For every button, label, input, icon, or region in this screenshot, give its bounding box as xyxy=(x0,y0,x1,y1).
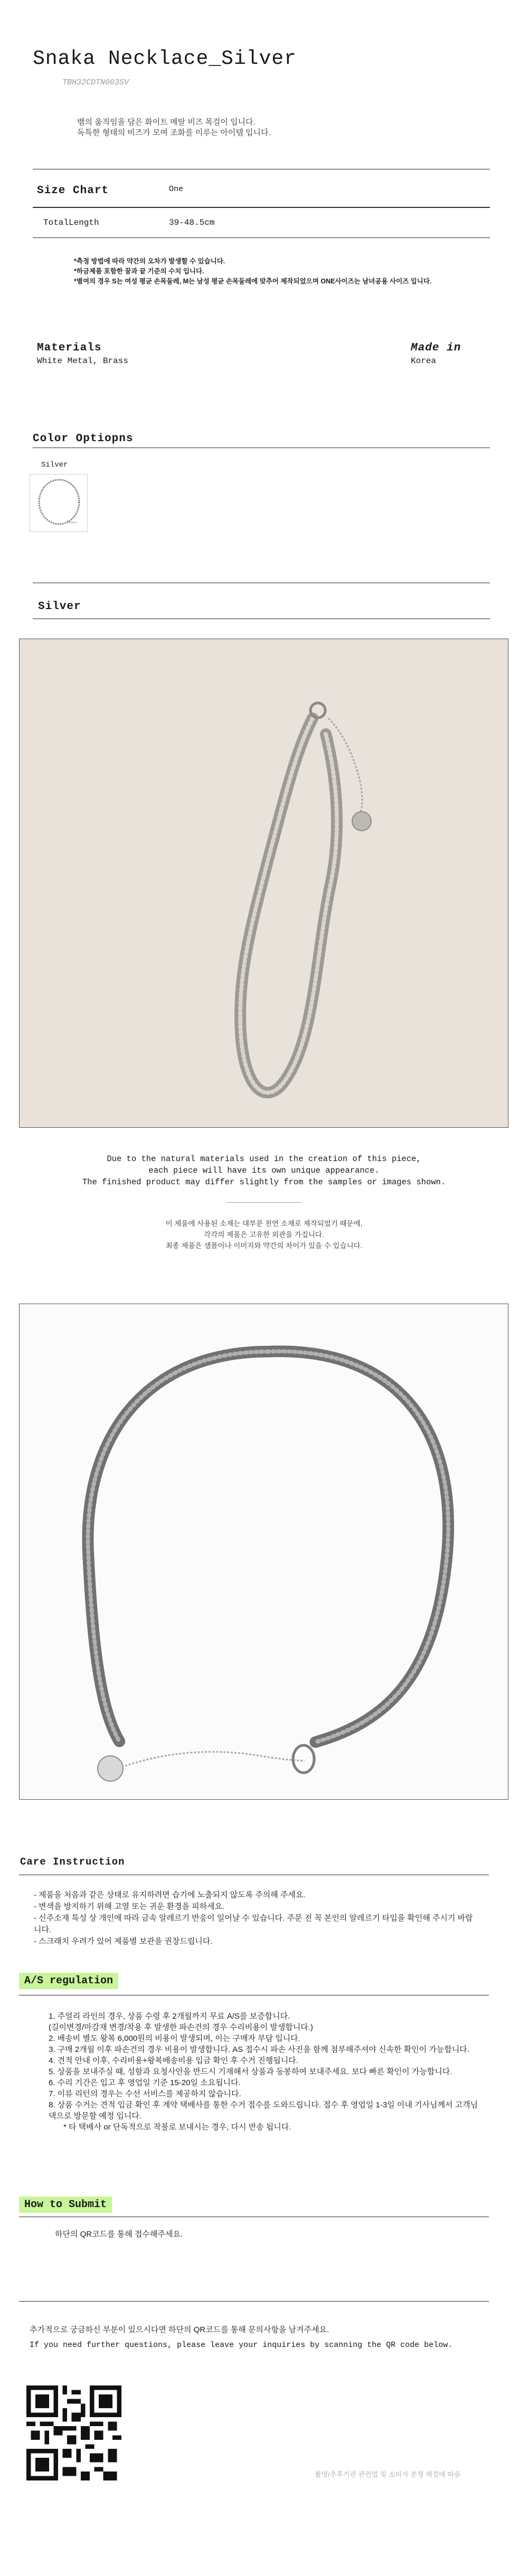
product-photo-silver xyxy=(19,639,508,1128)
disclaimer-ko xyxy=(0,1218,528,1251)
necklace-thumbnail xyxy=(30,474,88,533)
care-title: Care Instruction xyxy=(20,1856,125,1868)
materials-value: White Metal, Brass xyxy=(37,356,128,366)
qr-code[interactable] xyxy=(26,2385,121,2480)
size-note: *측정 방법에 따라 약간의 오차가 발생할 수 있습니다. xyxy=(74,258,225,265)
divider xyxy=(33,207,490,208)
as-item: 1. 주얼리 라인의 경우, 상품 수령 후 2개월까지 무료 A/S를 보증합니다. xyxy=(49,2012,290,2021)
as-regulation-title: A/S regulation xyxy=(19,1973,118,1989)
intro-line: 독특한 형태의 비즈가 모여 조화를 이루는 아이템 입니다. xyxy=(77,128,271,137)
made-in-title: Made in xyxy=(411,342,461,354)
contact-en: If you need further questions, please leave your inquiries by scanning the QR code below. xyxy=(30,2341,453,2350)
intro-line: 뱀의 움직임을 담은 화이트 메탈 비즈 목걸이 입니다. xyxy=(77,118,256,127)
disclaimer-line: each piece will have its own unique appearance. xyxy=(148,1166,380,1175)
divider xyxy=(227,1202,301,1203)
care-item: - 스크래치 우려가 있어 제품별 보관을 권장드립니다. xyxy=(34,1937,213,1946)
color-options-title: Color Optiopns xyxy=(33,433,134,445)
how-to-submit-title: How to Submit xyxy=(19,2197,112,2213)
as-list xyxy=(49,2011,487,2133)
as-item: (길이변경/마감재 변경/착용 후 발생한 파손건의 경우 수리비용이 발생합니다.) xyxy=(49,2023,313,2032)
as-item: 2. 배송비 별도 왕복 6,000원의 비용이 발생되며, 이는 구매자 부담 입니다. xyxy=(49,2034,300,2043)
color-swatch-label: Silver xyxy=(41,461,68,469)
as-item: 7. 이류 리턴의 경우는 수선 서비스를 제공하지 않습니다. xyxy=(49,2089,241,2098)
disclaimer-en xyxy=(0,1153,528,1188)
how-to-submit-text: 하단의 QR코드를 통해 접수해주세요. xyxy=(55,2230,183,2239)
materials-title: Materials xyxy=(37,342,102,354)
care-list xyxy=(34,1889,477,1947)
divider xyxy=(19,2301,489,2302)
necklace-image xyxy=(20,639,508,1128)
necklace-image xyxy=(20,1304,508,1800)
product-photo-full xyxy=(19,1304,508,1800)
as-item: 5. 상품을 보내주실 때, 성함과 요청사안을 반드시 기재해서 상품과 동봉하여 보내주세요. 보다 빠른 확인이 가능합니다. xyxy=(49,2067,452,2076)
size-note: *별여의 경우 S는 여성 평균 손목둘레, M는 남성 평균 손목둘레에 맞추어 제작되었으며 ONE사이즈는 남녀공용 사이즈 입니다. xyxy=(74,278,432,285)
size-row-value: 39-48.5cm xyxy=(169,218,215,227)
care-item: - 신주소재 특성 상 개인에 따라 금속 알레르기 반응이 일어날 수 있습니다. 주문 전 꼭 본인의 알레르기 타입을 확인해 주시기 바랍니다. xyxy=(34,1914,473,1934)
product-title: Snaka Necklace_Silver xyxy=(33,47,297,70)
disclaimer-line: The finished product may differ slightly from the samples or images shown. xyxy=(82,1177,446,1187)
size-row-label: TotalLength xyxy=(43,218,99,227)
as-item: 6. 수리 기간은 입고 후 영업일 기준 15-20일 소요됩니다. xyxy=(49,2078,241,2087)
disclaimer-line: 각각의 제품은 고유한 외관을 가집니다. xyxy=(204,1231,324,1239)
as-item: 8. 상품 수거는 견적 입금 확인 후 계약 택배사를 통한 수거 접수를 도와드립니다. 접수 후 영업일 1-3일 이내 기사님께서 고객님 댁으로 방문할 예정 입니다. xyxy=(49,2100,478,2121)
disclaimer-line: 최종 제품은 샘플이나 이미지와 약간의 차이가 있을 수 있습니다. xyxy=(165,1242,363,1250)
size-chart-size: One xyxy=(169,185,184,194)
size-note: *하금제품 포함한 꿀과 끝 기준의 수치 입니다. xyxy=(74,268,204,275)
product-intro xyxy=(77,117,271,138)
care-item: - 변색을 방지하기 위해 고열 또는 귀운 환경을 피하세요. xyxy=(34,1902,225,1911)
qr-code-icon xyxy=(26,2385,121,2480)
qr-caption: 촬영/추후기관 관련법 및 소비자 분쟁 해결에 따름 xyxy=(315,2470,461,2478)
as-item: * 타 택배사 or 단독적으로 착불로 보내시는 경우, 다시 반송 됩니다. xyxy=(63,2123,291,2132)
variant-title: Silver xyxy=(38,601,81,613)
divider xyxy=(33,237,490,238)
size-chart-title: Size Chart xyxy=(37,185,109,197)
as-item: 3. 구매 2개월 이후 파손건의 경우 비용이 발생합니다. AS 접수시 파손 사진을 함께 첨부해주셔야 신속한 확인이 가능합니다. xyxy=(49,2045,469,2054)
color-swatch-silver[interactable] xyxy=(30,474,88,532)
as-item: 4. 견적 안내 이후, 수리비용+왕복배송비용 입금 확인 후 수거 진행됩니다. xyxy=(49,2056,298,2065)
contact-ko: 추가적으로 궁금하신 부분이 있으시다면 하단의 QR코드를 통해 문의사항을 남겨주세요. xyxy=(30,2325,329,2334)
product-code: TBH32CDTN003SV xyxy=(62,78,129,87)
size-notes xyxy=(74,256,431,287)
disclaimer-line: 이 제품에 사용된 소재는 대부분 천연 소재로 제작되었기 때문에, xyxy=(165,1220,363,1228)
made-in-value: Korea xyxy=(411,356,437,366)
disclaimer-line: Due to the natural materials used in the creation of this piece, xyxy=(107,1154,421,1164)
care-item: - 제품을 처음과 같은 상태로 유지하려면 습기에 노출되지 않도록 주의해 주세요. xyxy=(34,1890,306,1899)
